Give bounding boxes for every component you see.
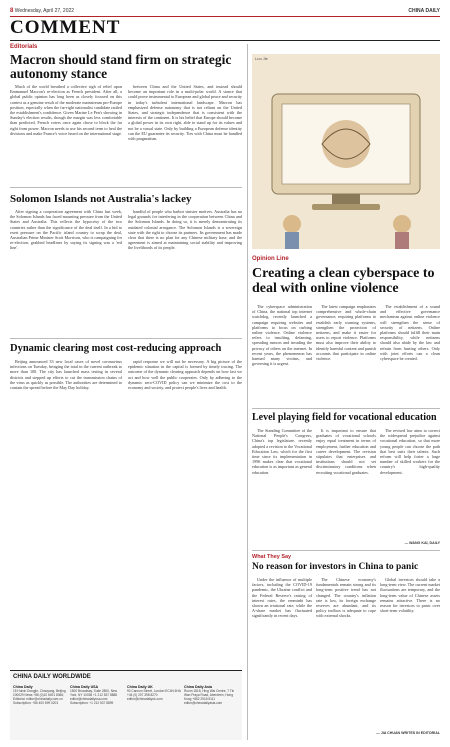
third-editorial-headline: Dynamic clearing most cost-reducing approach bbox=[10, 343, 222, 354]
lead-editorial-column-1: Much of the world breathed a collective sigh of relief upon Emmanuel Macron's re-election as French president. After all, a global public opinion has long been as closely focused on this contest as a genuine result of the moderate mainstream pro-Europe position, especially when the far-right nationalist candidate rattled the establishment's confidence. Given Marine Le Pen's showing in Sunday's election results, though the margin was less comfortable than predicted, French voters once again chose to block the far right from power. Macron needs to use his second term to heal the divisions and make France's voice heard on the international stage. bbox=[10, 84, 122, 136]
what-they-say-headline: No reason for investors in China to panic bbox=[252, 562, 419, 572]
contact-block: China Daily UK 90 Cannon Street, London EC4N 6HA +44 (0) 207 398 8270 editor@chinadailyuk.com bbox=[127, 685, 181, 701]
divider bbox=[10, 187, 242, 188]
opinion-headline: Creating a clean cyberspace to deal with online violence bbox=[252, 266, 435, 296]
footer-title: CHINA DAILY WORLDWIDE bbox=[13, 674, 91, 680]
opinion-column-3: The establishment of a sound and effective governance mechanism against online violence will strengthen the sense of security of netizens. Online platforms should fulfill their main responsibility, while netizens should also abide by the law and refrain from hurting others. Only with joint efforts can a clean cyberspace be created. bbox=[380, 304, 440, 362]
lead-editorial-column-2: between China and the United States, and instead should become an important role in a multi-polar world. A stance that could prove instrumental to European and global peace and security in today's turbulent international landscape. Macron has emphasized defense autonomy that is not reliant on the United States, and strategic independence that is consistent with the interests of the continent. It is his belief that Europe should become a global power in its own right, able to stand up for its values and not be a vassal state. Only by building a European defense identity can the EU guarantee its security. Ties with China must be handled with pragmatism. bbox=[128, 84, 242, 142]
issue-date: Wednesday, April 27, 2022 bbox=[14, 8, 75, 14]
opinion-label: Opinion Line bbox=[252, 256, 289, 262]
divider bbox=[252, 408, 440, 409]
page-info bbox=[10, 8, 74, 14]
divider bbox=[10, 338, 242, 339]
second-editorial-column-2: handful of people who harbor sinister motives. Australia has no legal grounds for interfering in the cooperation between China and the Solomon Islands. In doing so, it is merely demonstrating its outdated colonial arrogance. The Solomon Islands is a sovereign state with the right to choose its partners. Its government has made clear that there is no plan for any Chinese military base, and the agreement is aimed at maintaining social stability and improving the livelihoods of its people. bbox=[128, 209, 242, 251]
vocational-column-3: The revised law aims to correct the widespread prejudice against vocational education, so that more young people can choose the path that best suits their talents. Such reform will help foster a large number of skilled workers for the country's high-quality development. bbox=[380, 428, 440, 475]
lead-editorial-headline: Macron should stand firm on strategic autonomy stance bbox=[10, 52, 232, 81]
third-editorial-column-1: Beijing announced 33 new local cases of novel coronavirus infections on Tuesday, bringing the total in the current outbreak to more than 100. The city has launched mass testing in several districts and stepped up efforts to cut the transmission chains of the virus as quickly as possible. The authorities are determined to contain the spread before the May Day holiday. bbox=[10, 359, 122, 391]
second-editorial-headline: Solomon Islands not Australia's lackey bbox=[10, 193, 192, 205]
what-they-say-column-3: Global investors should take a long-term view. The current market fluctuations are temporary, and the long-term value of Chinese assets remains attractive. There is no reason for investors to panic over short-term volatility. bbox=[380, 577, 440, 614]
worldwide-contacts bbox=[10, 670, 242, 740]
what-they-say-column-2: The Chinese economy's fundamentals remain strong and its long-term positive trend has not changed. The country's inflation rate is low, its foreign exchange reserves are abundant, and its policy toolbox is adequate to cope with external shocks. bbox=[316, 577, 376, 619]
divider bbox=[252, 550, 440, 551]
column-rule bbox=[247, 44, 248, 740]
paper-name: CHINA DAILY bbox=[408, 8, 440, 14]
cartoon-drawing bbox=[252, 54, 440, 249]
what-they-say-label: What They Say bbox=[252, 554, 292, 560]
vocational-column-2: It is important to ensure that graduates of vocational schools enjoy equal treatment in terms of employment, further education and career development. The revision stipulates that enterprises and institutions should not set discriminatory conditions when recruiting vocational graduates. bbox=[316, 428, 376, 475]
editorial-cartoon bbox=[252, 54, 440, 249]
opinion-column-1: The cyberspace administration of China, the national top internet watchdog, recently launched a campaign requiring websites and platforms to focus on curbing online violence. Online violence refers to insulting, defaming, spreading rumors and invading the privacy of others on the internet. In recent years, the phenomenon has harmed many victims, and governing it is urgent. bbox=[252, 304, 312, 367]
vocational-byline: — WANG KAI, DAILY bbox=[404, 541, 440, 545]
vocational-headline: Level playing field for vocational education bbox=[252, 412, 437, 423]
third-editorial-column-2: rapid response we will not be necessary. A big picture of the epidemic situation in the capital is formed by timely tracing. The outcome of the dynamic clearing approach depends on how fast we act and how well the public cooperates. Only by adhering to the dynamic zero-COVID policy can we minimize the cost to the economy and society, and protect people's lives and health. bbox=[128, 359, 242, 391]
editorials-label: Editorials bbox=[10, 44, 38, 50]
what-they-say-column-1: Under the influence of multiple factors, including the COVID-19 pandemic, the Ukraine conflict and the Federal Reserve's raising of interest rates, the renminbi has shown an irrational rate, while the A-share market has fluctuated significantly in recent days. bbox=[252, 577, 312, 619]
section-title: COMMENT bbox=[10, 17, 121, 38]
opinion-column-2: The latest campaign emphasizes comprehensive and whole-chain governance, requiring platforms to establish early warning systems, strengthen the protection of netizens, and make it easier for users to report violence. Platforms must also improve their ability to identify harmful content and punish accounts that participate in online violence. bbox=[316, 304, 376, 362]
second-editorial-column-1: After signing a cooperation agreement with China last week, the Solomon Islands has faced mounting pressure from the United States and Australia. This reflects the hypocrisy of the two countries rather than the significance of the deal itself. In a bid to exert pressure on the Pacific island country to scrap the deal, Australian Prime Minister Scott Morrison, who is campaigning for re-election, grabbed headlines by saying its signing was a 'red line'. bbox=[10, 209, 122, 251]
contact-block: China Daily Asia Room 1818, Hing Wai Centre, 7 Tin Wan Praya Road, Aberdeen, Hong Kong +852 2518 5111 editor@chinadailyasia.com bbox=[184, 685, 235, 705]
illustration-credit: Luo Jie bbox=[255, 56, 268, 61]
page-number: 8 bbox=[10, 8, 14, 14]
contact-block: China Daily USA 1500 Broadway, Suite 2800, New York, NY 10036 +1 212 537 8888 editor@chinadailyusa.com Subscription: +1 212 537 8899 bbox=[70, 685, 118, 705]
vocational-column-1: The Standing Committee of the National People's Congress, China's top legislature, recently adopted a revision to the Vocational Education Law, which for the first time since its implementation in 1996 makes clear that vocational education is as important as general education. bbox=[252, 428, 312, 475]
contact-block: China Daily 15 Huixin Dongjie, Chaoyang, Beijing 100029 News +86 (0)10 6491 8366; Editorial: editor@chinadaily.com.cn Subscription: +86 400 699 0203 bbox=[13, 685, 66, 705]
masthead-divider bbox=[10, 40, 440, 41]
what-they-say-byline: — JIA CHUAN WRITES IN EDITORIAL bbox=[376, 731, 440, 735]
